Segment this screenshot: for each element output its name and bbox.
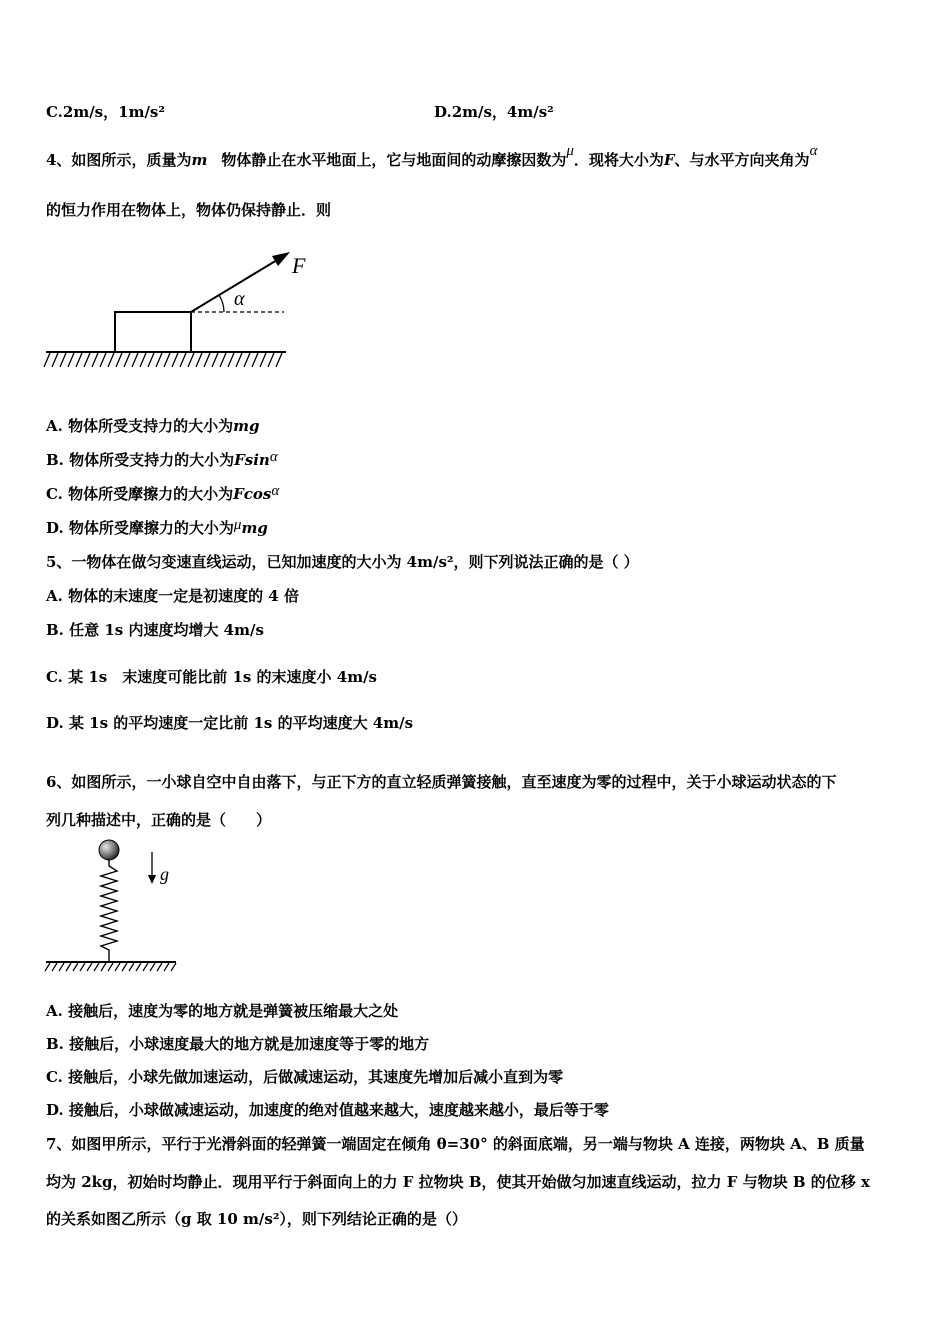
q4-option-d-expr: mg xyxy=(241,519,268,537)
q6-figure xyxy=(44,836,184,974)
q4-mu-symbol: μ xyxy=(566,143,574,159)
q4-option-b-alpha: α xyxy=(269,449,278,465)
option-c-prev: C.2m/s，1m/s² xyxy=(46,103,165,121)
q6-option-d[interactable]: D. 接触后，小球做减速运动，加速度的绝对值越来越大，速度越来越小，最后等于零 xyxy=(46,1101,609,1119)
q4-option-b-text: B. 物体所受支持力的大小为 xyxy=(46,451,235,469)
ball xyxy=(99,840,119,860)
q4-force-symbol: F xyxy=(663,151,675,169)
q7-stem-line3: 的关系如图乙所示（g 取 10 m/s²），则下列结论正确的是（） xyxy=(46,1210,467,1228)
q4-option-c-expr: Fcos xyxy=(233,485,272,503)
q4-alpha-symbol: α xyxy=(809,143,818,159)
q4-option-c[interactable] xyxy=(46,484,279,505)
force-arrow-head xyxy=(272,252,290,266)
q4-text-c: ．现将大小为 xyxy=(573,151,664,169)
q4-text-d: 、与水平方向夹角为 xyxy=(674,151,810,169)
q4-stem-line2: 的恒力作用在物体上，物体仍保持静止．则 xyxy=(46,201,332,219)
q5-stem: 5、一物体在做匀变速直线运动，已知加速度的大小为 4m/s²，则下列说法正确的是（ ） xyxy=(46,553,639,571)
q4-mass-symbol: m xyxy=(191,151,208,169)
q4-text-b: 物体静止在水平地面上，它与地面间的动摩擦因数为 xyxy=(221,151,567,169)
q7-stem-line1: 7、如图甲所示，平行于光滑斜面的轻弹簧一端固定在倾角 θ=30° 的斜面底端，另一端与物块 A 连接，两物块 A、B 质量 xyxy=(46,1135,865,1153)
q4-option-d[interactable] xyxy=(46,518,268,539)
q4-stem-line1 xyxy=(46,143,818,171)
angle-arc xyxy=(219,295,224,312)
q5-option-d[interactable]: D. 某 1s 的平均速度一定比前 1s 的平均速度大 4m/s xyxy=(46,714,414,732)
q4-figure xyxy=(44,245,306,375)
q4-option-c-alpha: α xyxy=(271,483,280,499)
angle-label: α xyxy=(234,288,245,310)
q6-option-b[interactable]: B. 接触后，小球速度最大的地方就是加速度等于零的地方 xyxy=(46,1035,430,1053)
q5-option-b[interactable]: B. 任意 1s 内速度均增大 4m/s xyxy=(46,621,264,639)
q4-option-d-mu: μ xyxy=(233,517,242,533)
gravity-arrow-head xyxy=(148,875,156,884)
q5-option-a[interactable]: A. 物体的末速度一定是初速度的 4 倍 xyxy=(46,587,299,605)
option-d-prev: D.2m/s，4m/s² xyxy=(434,103,554,121)
q7-stem-line2: 均为 2kg，初始时均静止．现用平行于斜面向上的力 F 拉物块 B，使其开始做匀加速直线运动，拉力 F 与物块 B 的位移 x xyxy=(46,1173,870,1191)
q6-stem-line2: 列几种描述中，正确的是（ ） xyxy=(46,811,272,829)
ground-hatching xyxy=(44,353,282,367)
q6-stem-line1: 6、如图所示，一小球自空中自由落下，与正下方的直立轻质弹簧接触，直至速度为零的过程中，关于小球运动状态的下 xyxy=(46,773,837,791)
q4-option-a-text: A. 物体所受支持力的大小为 xyxy=(46,417,234,435)
spring xyxy=(101,860,117,961)
q4-option-c-text: C. 物体所受摩擦力的大小为 xyxy=(46,485,234,503)
q4-option-a-expr: mg xyxy=(233,417,260,435)
force-label: F xyxy=(292,253,306,278)
gravity-label: g xyxy=(160,864,169,884)
q6-option-a[interactable]: A. 接触后，速度为零的地方就是弹簧被压缩最大之处 xyxy=(46,1002,399,1020)
q4-option-b[interactable] xyxy=(46,450,278,471)
q4-option-d-text: D. 物体所受摩擦力的大小为 xyxy=(46,519,234,537)
block xyxy=(115,312,191,352)
q6-option-c[interactable]: C. 接触后，小球先做加速运动，后做减速运动，其速度先增加后减小直到为零 xyxy=(46,1068,564,1086)
ground-hatching xyxy=(45,963,176,971)
q4-option-a[interactable] xyxy=(46,416,259,436)
q4-text-a: 4、如图所示，质量为 xyxy=(46,151,192,169)
q4-option-b-expr: Fsin xyxy=(234,451,270,469)
q5-option-c[interactable]: C. 某 1s 末速度可能比前 1s 的末速度小 4m/s xyxy=(46,668,378,686)
